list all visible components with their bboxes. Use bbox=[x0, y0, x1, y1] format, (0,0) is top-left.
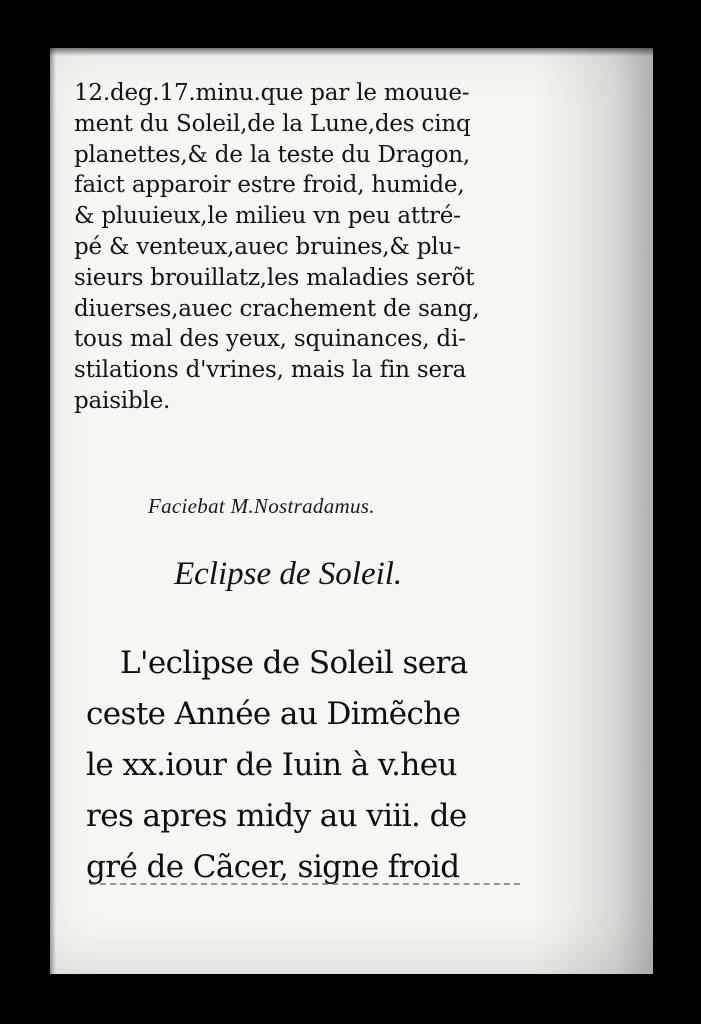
prophecy-line: planettes,& de la teste du Dragon, bbox=[74, 141, 470, 168]
eclipse-line: ceste Année au Dimẽche bbox=[86, 696, 461, 732]
prophecy-line: & pluuieux,le milieu vn peu attré- bbox=[74, 203, 461, 230]
prophecy-line: paisible. bbox=[74, 387, 171, 414]
prophecy-line: ment du Soleil,de la Lune,des cinq bbox=[74, 110, 471, 137]
prophecy-line: stilations d'vrines, mais la fin sera bbox=[74, 357, 467, 384]
page-left-edge bbox=[50, 48, 56, 974]
page-top-edge bbox=[50, 48, 653, 56]
prophecy-line: sieurs brouillatz,les maladies serõt bbox=[74, 264, 475, 291]
eclipse-line: L'eclipse de Soleil sera bbox=[120, 645, 468, 681]
eclipse-line: le xx.iour de Iuin à v.heu bbox=[86, 747, 457, 783]
prophecy-line: pé & venteux,auec bruines,& plu- bbox=[74, 233, 461, 260]
eclipse-line: res apres midy au viii. de bbox=[86, 798, 467, 834]
page-cut-line bbox=[90, 883, 520, 885]
prophecy-paragraph bbox=[74, 78, 544, 417]
prophecy-line: faict apparoir estre froid, humide, bbox=[74, 172, 465, 199]
prophecy-line: 12.deg.17.minu.que par le mouue- bbox=[74, 80, 470, 106]
eclipse-line: gré de Cãcer, signe froid bbox=[86, 849, 460, 885]
prophecy-line: tous mal des yeux, squinances, di- bbox=[74, 326, 466, 353]
book-page bbox=[50, 48, 653, 974]
section-heading: Eclipse de Soleil. bbox=[174, 556, 403, 592]
prophecy-line: diuerses,auec crachement de sang, bbox=[74, 295, 480, 322]
eclipse-paragraph bbox=[86, 638, 556, 893]
author-signature: Faciebat M.Nostradamus. bbox=[148, 494, 375, 518]
